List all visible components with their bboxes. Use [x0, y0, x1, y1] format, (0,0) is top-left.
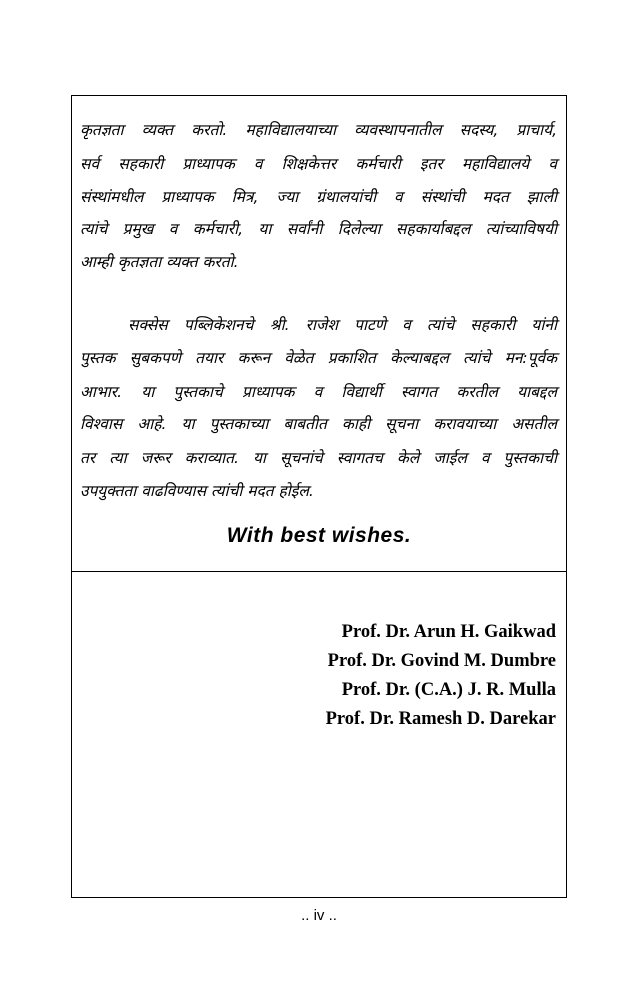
author-list [326, 618, 556, 734]
text-line: विश्वास आहे. या पुस्तकाच्या बाबतीत काही सूचना करावयाच्या असतील [80, 415, 557, 433]
text-line: आम्ही कृतज्ञता व्यक्त करतो. [80, 253, 239, 271]
author-name: Prof. Dr. Arun H. Gaikwad [341, 622, 556, 642]
author-name: Prof. Dr. Ramesh D. Darekar [325, 709, 556, 729]
text-line: पुस्तक सुबकपणे तयार करून वेळेत प्रकाशित केल्याबद्दल त्यांचे मन:पूर्वक [80, 349, 557, 367]
text-line: सर्व सहकारी प्राध्यापक व शिक्षकेत्तर कर्मचारी इतर महाविद्यालये व [80, 155, 557, 173]
closing-greeting: With best wishes. [226, 524, 412, 547]
page-number: .. iv .. [301, 907, 337, 924]
text-line: उपयुक्तता वाढविण्यास त्यांची मदत होईल. [80, 482, 314, 500]
author-name: Prof. Dr. Govind M. Dumbre [327, 651, 556, 671]
text-line: तर त्या जरूर कराव्यात. या सूचनांचे स्वागतच केले जाईल व पुस्तकाची [80, 449, 557, 467]
text-line: कृतज्ञता व्यक्त करतो. महाविद्यालयाच्या व्यवस्थापनातील सदस्य, प्राचार्य, [80, 121, 557, 139]
section-divider [71, 571, 567, 572]
author-name: Prof. Dr. (C.A.) J. R. Mulla [341, 680, 556, 700]
text-line: संस्थांमधील प्राध्यापक मित्र, ज्या ग्रंथालयांची व संस्थांची मदत झाली [80, 188, 557, 206]
text-line: त्यांचे प्रमुख व कर्मचारी, या सर्वांनी दिलेल्या सहकार्याबद्दल त्यांच्याविषयी [80, 220, 557, 238]
text-line: आभार. या पुस्तकाचे प्राध्यापक व विद्यार्थी स्वागत करतील याबद्दल [80, 383, 557, 401]
text-line: सक्सेस पब्लिकेशनचे श्री. राजेश पाटणे व त्यांचे सहकारी यांनी [128, 316, 557, 334]
